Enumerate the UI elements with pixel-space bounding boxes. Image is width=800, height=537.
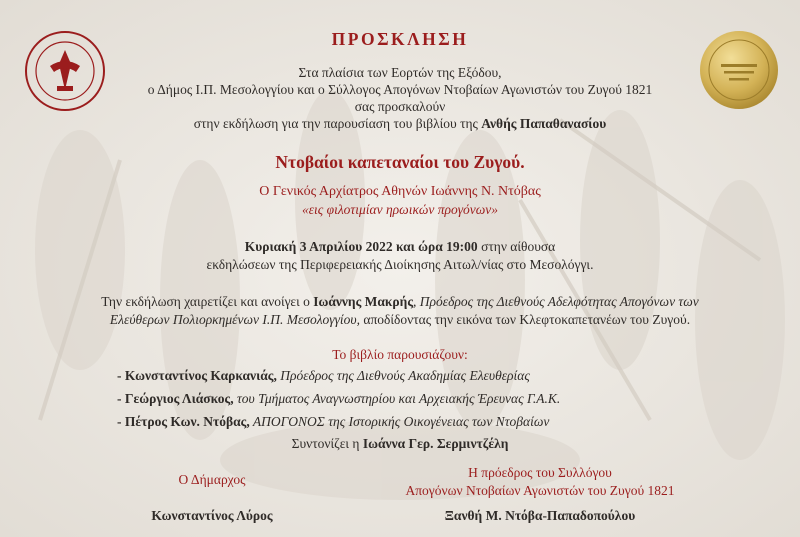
president-name: Ξανθή Μ. Ντόβα-Παπαδοπούλου (444, 508, 636, 523)
greeting-name: Ιωάννης Μακρής (313, 294, 414, 309)
presenter-3 (117, 414, 549, 430)
moderator-line (0, 436, 800, 452)
presenters-heading: Το βιβλίο παρουσιάζουν: (332, 347, 468, 362)
moderator-prefix: Συντονίζει η (291, 436, 363, 451)
mayor-title: Ο Δήμαρχος (178, 472, 246, 487)
presenter-2-name: - Γεώργιος Λιάσκος, (117, 391, 234, 406)
event-place: στην αίθουσα (477, 239, 556, 254)
intro-line-1: Στα πλαίσια των Εορτών της Εξόδου, (298, 65, 502, 80)
greeting-suffix: αποδίδοντας την εικόνα των Κλεφτοκαπετανέων του Ζυγού. (360, 312, 691, 327)
presenter-2 (117, 391, 560, 407)
mayor-name: Κωνσταντίνος Λύρος (151, 508, 273, 523)
greeting-role: , Πρόεδρος της Διεθνούς Αδελφότητας Απογόνων των (413, 294, 699, 309)
event-place-line-2: εκδηλώσεων της Περιφερειακής Διοίκησης Αιτωλ/νίας στο Μεσολόγγι. (206, 257, 594, 272)
book-subtitle-quote: «εις φιλοτιμίαν ηρωικών προγόνων» (301, 202, 499, 217)
event-datetime-line (0, 239, 800, 255)
intro-line-4-text: στην εκδήλωση για την παρουσίαση του βιβλίου της (193, 116, 482, 131)
book-title: Ντοβαίοι καπεταναίοι του Ζυγού. (275, 152, 525, 172)
book-author: Ανθής Παπαθανασίου (481, 116, 607, 131)
presenter-1 (117, 368, 530, 384)
book-subtitle: Ο Γενικός Αρχίατρος Αθηνών Ιωάννης Ν. Ντόβας (259, 184, 541, 199)
presenter-3-name: - Πέτρος Κων. Ντόβας, (117, 414, 250, 429)
president-title-2: Απογόνων Ντοβαίων Αγωνιστών του Ζυγού 1821 (405, 483, 675, 498)
event-datetime: Κυριακή 3 Απριλίου 2022 και ώρα 19:00 (244, 239, 478, 254)
greeting-prefix: Την εκδήλωση χαιρετίζει και ανοίγει ο (101, 294, 314, 309)
presenter-2-role: του Τμήματος Αναγνωστηρίου και Αρχειακής Έρευνας Γ.Α.Κ. (233, 391, 561, 406)
intro-line-2: ο Δήμος Ι.Π. Μεσολογγίου και ο Σύλλογος Απογόνων Ντοβαίων Αγωνιστών του Ζυγού 1821 (147, 82, 653, 97)
intro-line-3: σας προσκαλούν (354, 99, 446, 114)
moderator-name: Ιωάννα Γερ. Σερμιντζέλη (362, 436, 509, 451)
intro-line-4 (0, 116, 800, 132)
greeting-role-2: Ελεύθερων Πολιορκημένων Ι.Π. Μεσολογγίου, (109, 312, 361, 327)
greeting-line-1 (0, 294, 800, 310)
invitation-title: ΠΡΟΣΚΛΗΣΗ (331, 29, 469, 49)
greeting-line-2 (0, 312, 800, 328)
presenter-1-role: Πρόεδρος της Διεθνούς Ακαδημίας Ελευθερίας (276, 368, 530, 383)
presenter-3-role: ΑΠΟΓΟΝΟΣ της Ιστορικής Οικογένειας των Ντοβαίων (249, 414, 550, 429)
presenter-1-name: - Κωνσταντίνος Καρκανιάς, (117, 368, 277, 383)
president-title-1: Η πρόεδρος του Συλλόγου (468, 465, 612, 480)
